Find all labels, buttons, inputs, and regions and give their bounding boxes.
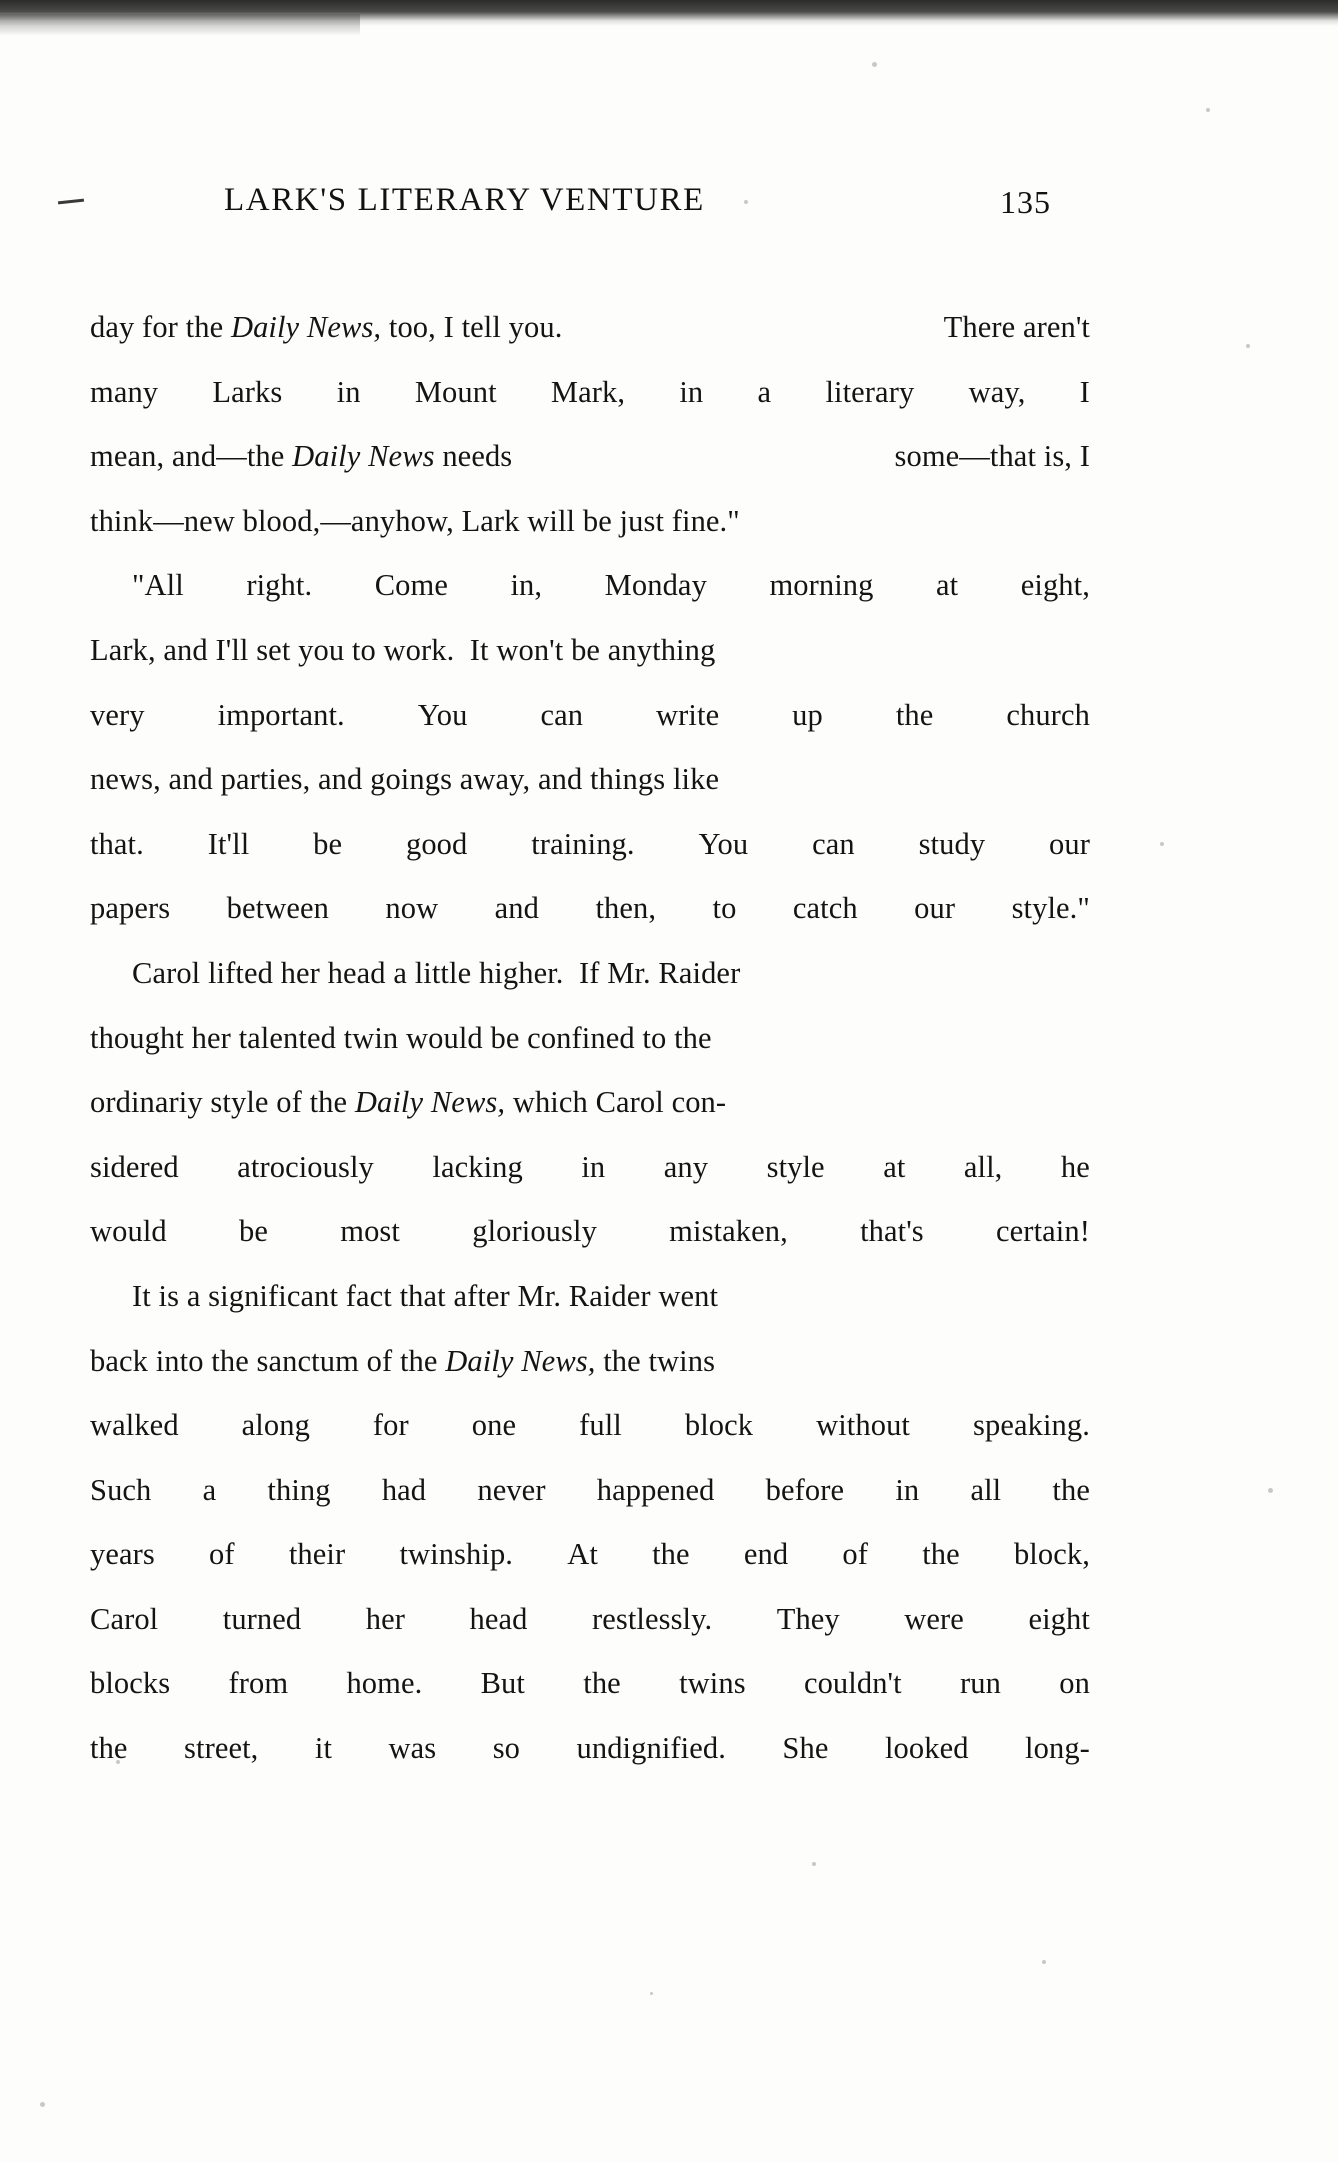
text-line: ordinariy style of the Daily News, which Carol con- bbox=[90, 1085, 727, 1120]
scan-speck bbox=[1246, 344, 1250, 348]
text-line: Lark, and I'll set you to work. It won't be anything bbox=[90, 632, 716, 667]
text-line: Carol turned her head restlessly. They were eight bbox=[90, 1601, 1090, 1636]
body-text bbox=[90, 295, 1090, 1781]
text-line: day for the Daily News, too, I tell you. There aren't bbox=[90, 310, 1090, 344]
text-line: Carol lifted her head a little higher. If Mr. Raider bbox=[132, 955, 741, 990]
text-line: news, and parties, and goings away, and things like bbox=[90, 762, 720, 797]
scan-speck bbox=[872, 62, 877, 67]
text-line: very important. You can write up the church bbox=[90, 697, 1090, 732]
text-line: that. It'll be good training. You can study our bbox=[90, 826, 1090, 861]
text-line: thought her talented twin would be confined to the bbox=[90, 1020, 712, 1055]
page-number: 135 bbox=[1000, 184, 1051, 220]
text-line: back into the sanctum of the Daily News, the twins bbox=[90, 1343, 716, 1378]
text-line: mean, and—the Daily News needs some—that is, I bbox=[90, 439, 1090, 474]
scan-speck bbox=[1160, 842, 1164, 846]
scan-speck bbox=[1206, 108, 1210, 112]
text-line: the street, it was so undignified. She looked long- bbox=[90, 1731, 1090, 1766]
scan-speck bbox=[650, 1992, 653, 1995]
text-line: think—new blood,—anyhow, Lark will be just fine." bbox=[90, 503, 740, 538]
text-line: sidered atrociously lacking in any style at all, he bbox=[90, 1149, 1090, 1184]
text-line: years of their twinship. At the end of the block, bbox=[90, 1537, 1090, 1572]
scan-speck bbox=[1042, 1960, 1046, 1964]
running-head-title: LARK'S LITERARY VENTURE bbox=[224, 182, 705, 218]
scan-speck bbox=[40, 2102, 45, 2107]
scan-edge-artifact-secondary bbox=[0, 14, 360, 36]
text-line: It is a significant fact that after Mr. Raider went bbox=[132, 1278, 719, 1313]
scan-speck bbox=[1268, 1488, 1273, 1493]
text-line: papers between now and then, to catch our style." bbox=[90, 891, 1090, 926]
text-line: Such a thing had never happened before in all the bbox=[90, 1472, 1090, 1507]
text-line: would be most gloriously mistaken, that's certain! bbox=[90, 1214, 1090, 1249]
running-head bbox=[0, 182, 1338, 234]
text-line: blocks from home. But the twins couldn't run on bbox=[90, 1666, 1090, 1701]
text-line: walked along for one full block without speaking. bbox=[90, 1408, 1090, 1443]
text-line: many Larks in Mount Mark, in a literary way, I bbox=[90, 374, 1090, 409]
text-line: "All right. Come in, Monday morning at eight, bbox=[132, 568, 1090, 603]
scan-speck bbox=[812, 1862, 816, 1866]
margin-tick-mark bbox=[58, 199, 84, 205]
